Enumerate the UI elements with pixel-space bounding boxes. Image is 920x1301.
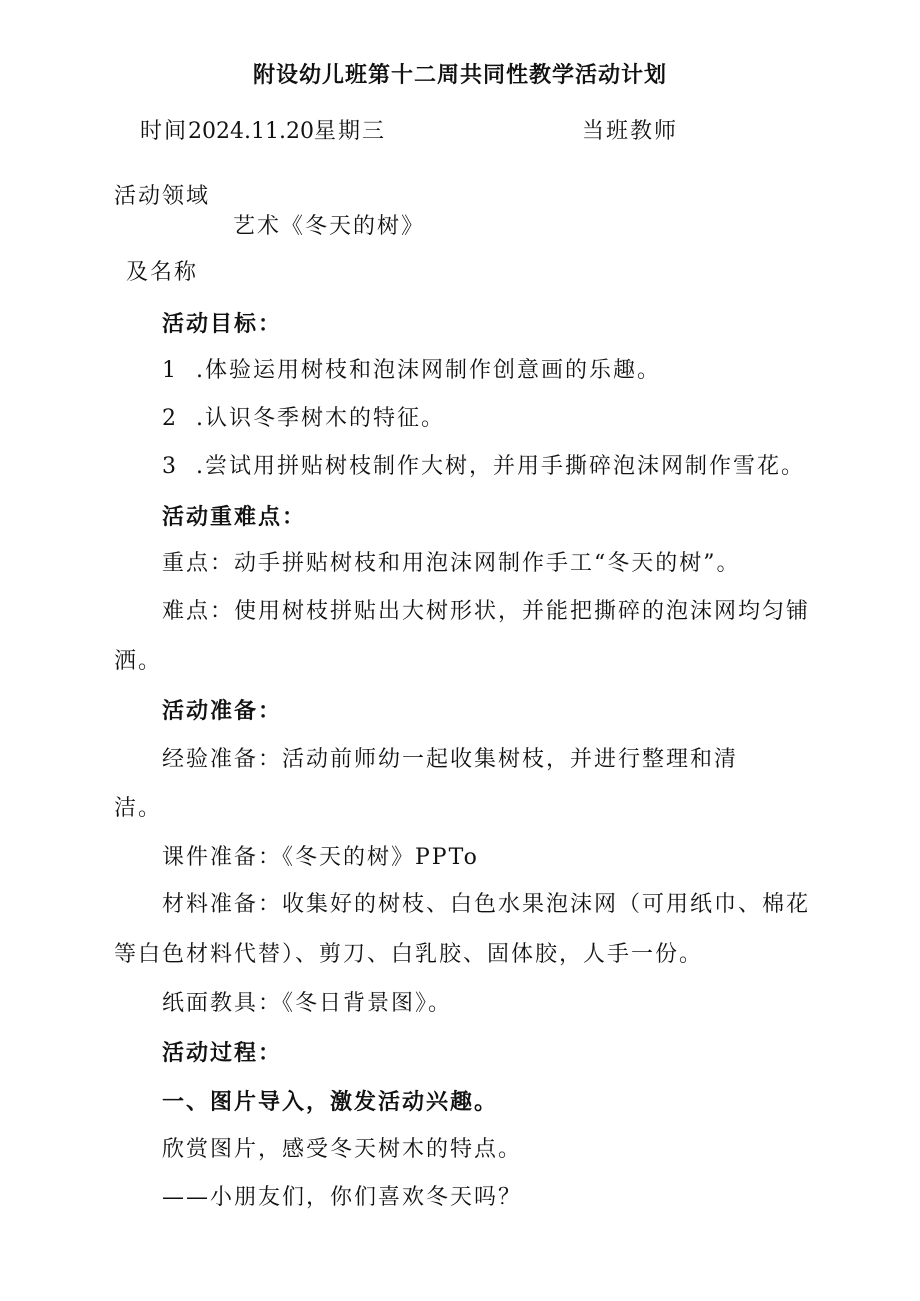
step1-title: 一、图片导入，激发活动兴趣。 xyxy=(162,1089,499,1115)
domain-value: 艺术《冬天的树》 xyxy=(233,214,426,239)
domain-label-line2: 及名称 xyxy=(126,260,199,285)
difficulty-text-line2: 洒。 xyxy=(114,649,163,674)
courseware-prep: 课件准备：《冬天的树》PPTo xyxy=(162,845,479,870)
process-heading: 活动过程： xyxy=(162,1040,283,1066)
goal-text: .认识冬季树木的特征。 xyxy=(196,406,445,431)
goal-item xyxy=(162,356,661,386)
goal-text: .尝试用拼贴树枝制作大树，并用手撕碎泡沫网制作雪花。 xyxy=(196,454,805,479)
goal-number: 1 xyxy=(162,358,178,383)
date-value: 2024.11.20 xyxy=(188,119,314,144)
goals-heading: 活动目标： xyxy=(162,311,283,337)
goal-text: .体验运用树枝和泡沫网制作创意画的乐趣。 xyxy=(196,358,661,383)
step1-question: ——小朋友们，你们喜欢冬天吗？ xyxy=(162,1185,523,1210)
teaching-aid: 纸面教具：《冬日背景图》。 xyxy=(162,991,453,1016)
teacher-label: 当班教师 xyxy=(582,119,679,144)
domain-label-line1: 活动领域 xyxy=(114,184,211,209)
focus-text: 重点：动手拼贴树枝和用泡沫网制作手工“冬天的树”。 xyxy=(162,551,741,576)
time-label: 时间 xyxy=(140,119,189,144)
page-title: 附设幼儿班第十二周共同性教学活动计划 xyxy=(252,62,667,88)
key-points-heading: 活动重难点： xyxy=(162,504,307,530)
materials-prep-line1: 材料准备：收集好的树枝、白色水果泡沫网（可用纸巾、棉花 xyxy=(162,892,811,917)
weekday-value: 星期三 xyxy=(313,119,386,144)
experience-prep-line1: 经验准备：活动前师幼一起收集树枝，并进行整理和清 xyxy=(162,747,739,772)
goal-number: 2 xyxy=(162,406,178,431)
materials-prep-line2: 等白色材料代替）、剪刀、白乳胶、固体胶，人手一份。 xyxy=(114,942,704,967)
preparation-heading: 活动准备： xyxy=(162,698,283,724)
goal-item xyxy=(162,452,805,482)
difficulty-text-line1: 难点：使用树枝拼贴出大树形状，并能把撕碎的泡沫网均匀铺 xyxy=(162,599,811,624)
goal-number: 3 xyxy=(162,454,178,479)
date-line xyxy=(140,117,386,147)
step1-text: 欣赏图片，感受冬天树木的特点。 xyxy=(162,1137,523,1162)
experience-prep-line2: 洁。 xyxy=(114,796,163,821)
goal-item xyxy=(162,404,445,434)
